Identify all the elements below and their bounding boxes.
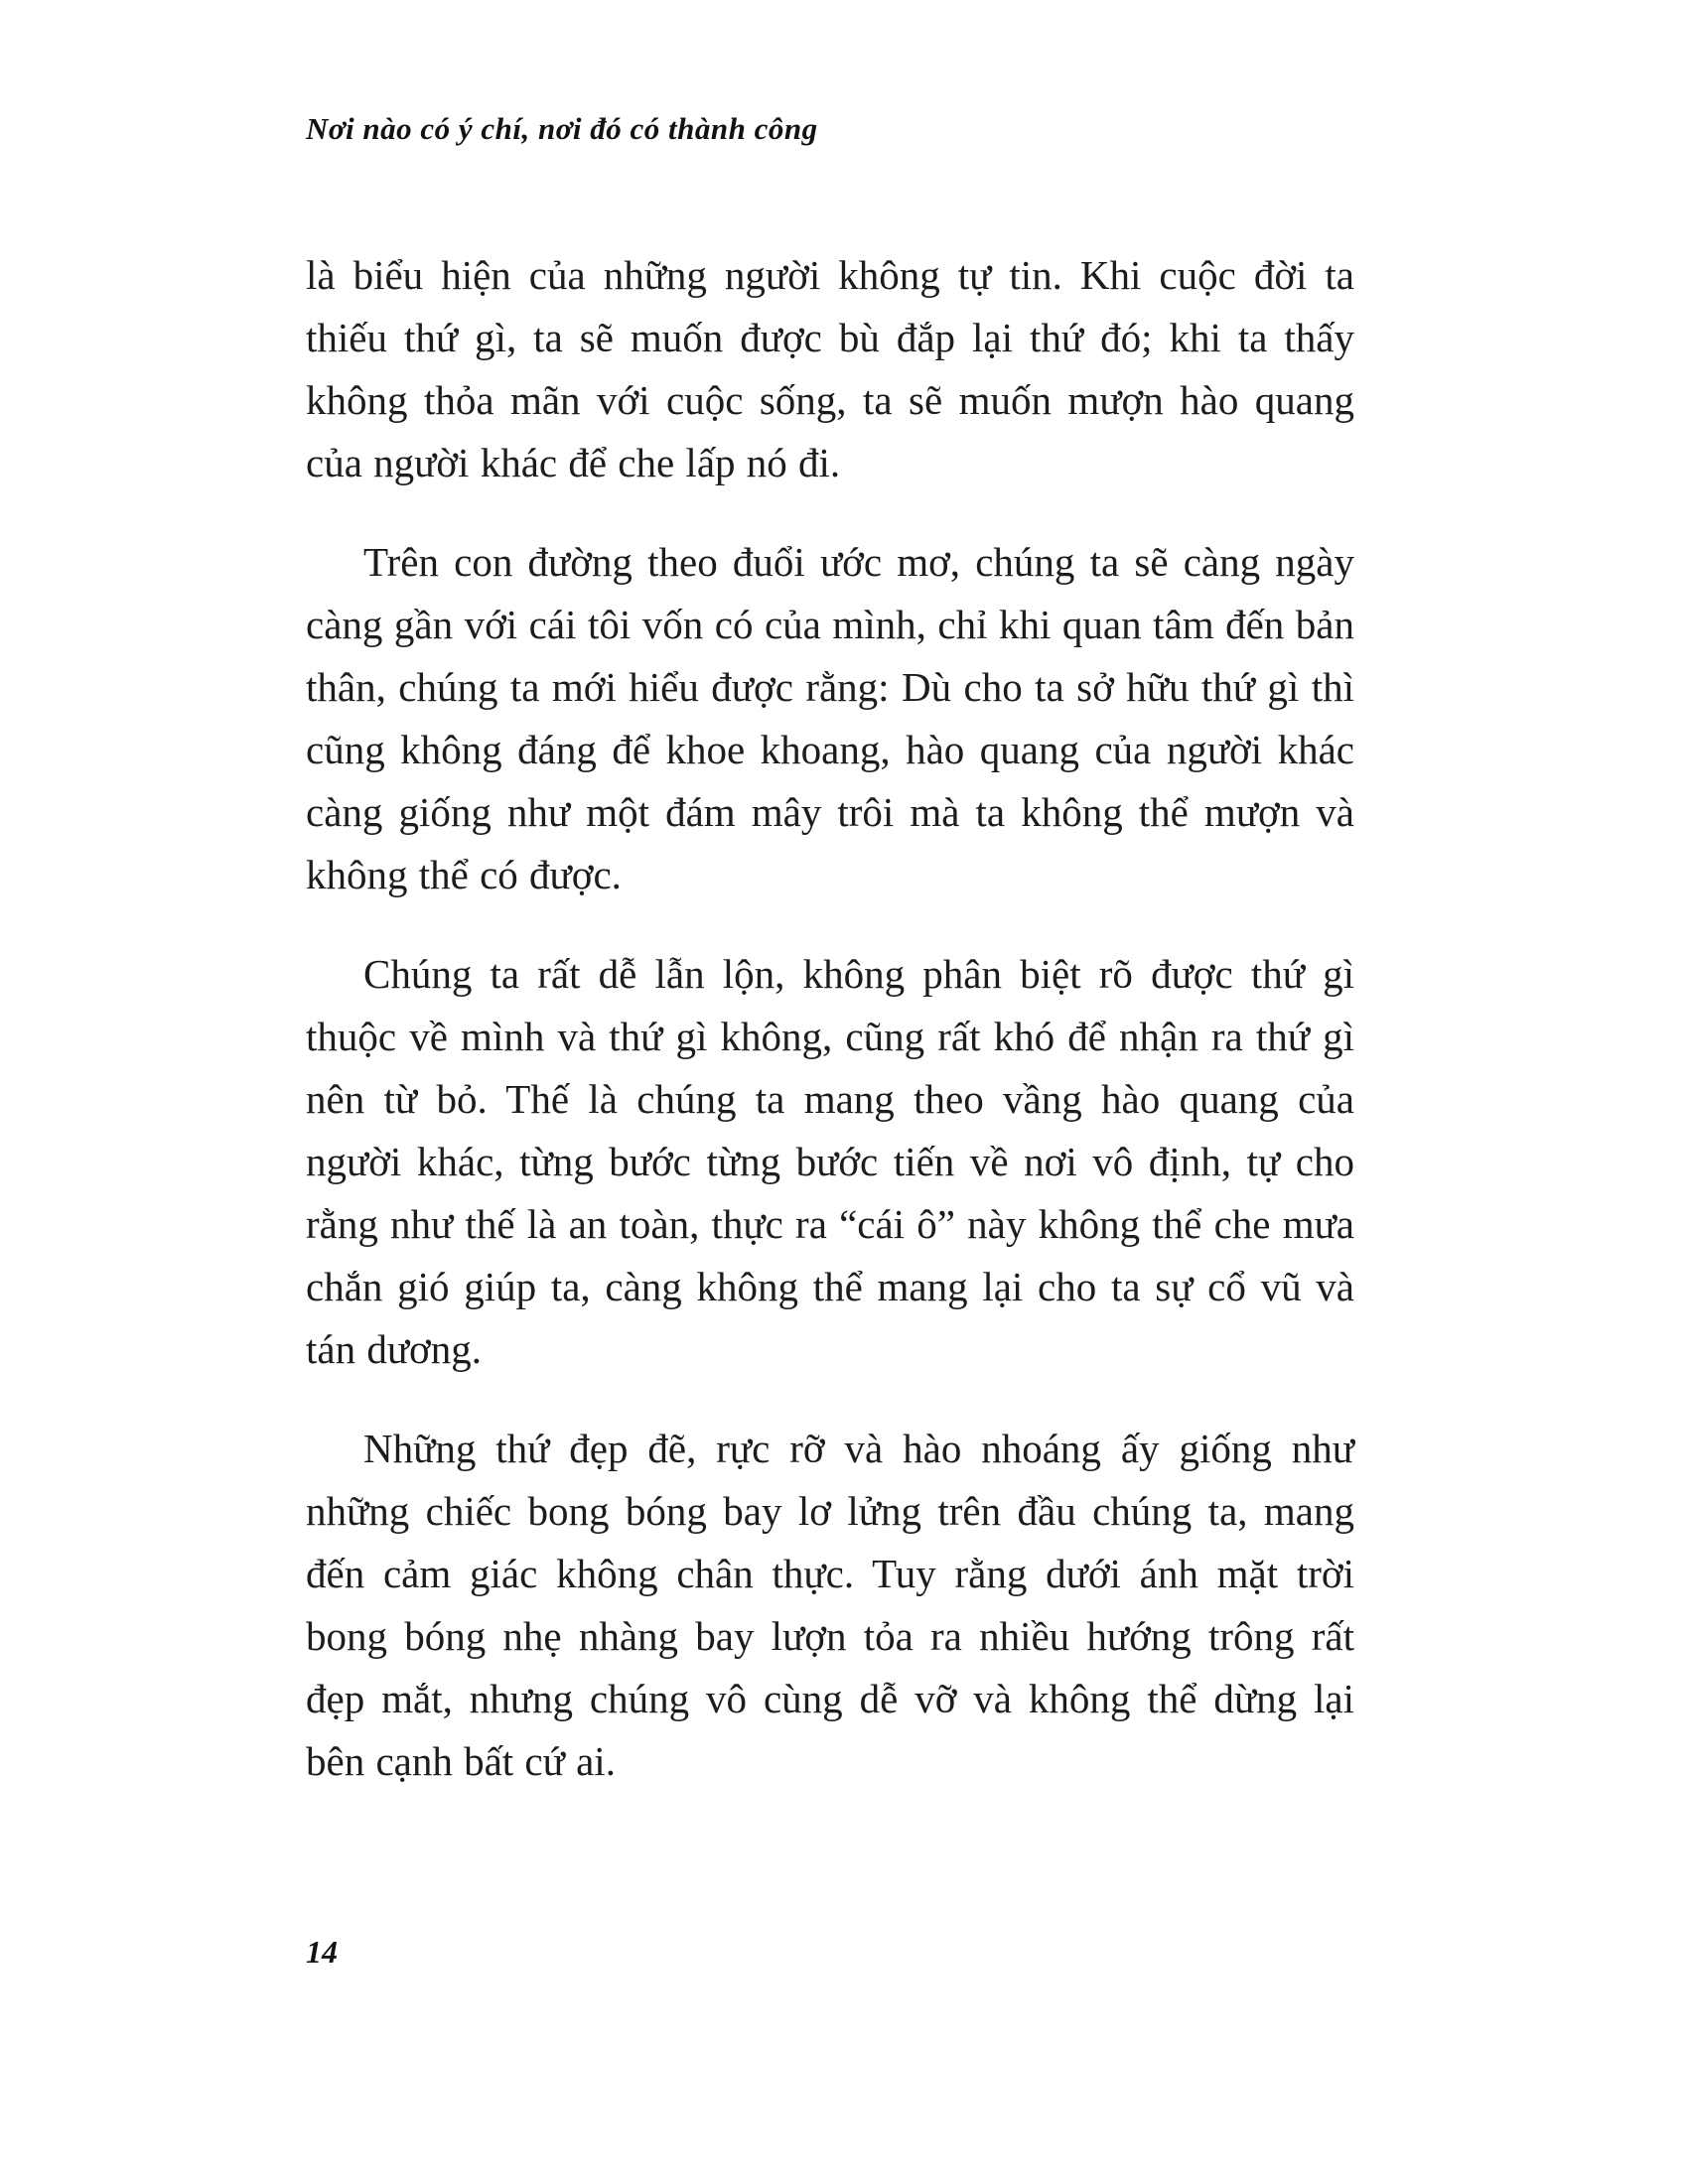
paragraph: là biểu hiện của những người không tự tin. Khi cuộc đời ta thiếu thứ gì, ta sẽ muốn được bù đắp lại thứ đó; khi ta thấy không thỏa mãn với cuộc sống, ta sẽ muốn mượn hào quang của người khác để che lấp nó đi. [306, 252, 1354, 485]
page-number: 14 [306, 1934, 338, 1970]
paragraph: Trên con đường theo đuổi ước mơ, chúng ta sẽ càng ngày càng gần với cái tôi vốn có của mình, chỉ khi quan tâm đến bản thân, chúng ta mới hiểu được rằng: Dù cho ta sở hữu thứ gì thì cũng không đáng để khoe khoang, hào quang của người khác càng giống như một đám mây trôi mà ta không thể mượn và không thể có được. [306, 539, 1354, 897]
running-header: Nơi nào có ý chí, nơi đó có thành công [306, 111, 818, 146]
paragraph: Chúng ta rất dễ lẫn lộn, không phân biệt rõ được thứ gì thuộc về mình và thứ gì không, cũng rất khó để nhận ra thứ gì nên từ bỏ. Thế là chúng ta mang theo vầng hào quang của người khác, từng bước từng bước tiến về nơi vô định, tự cho rằng như thế là an toàn, thực ra “cái ô” này không thể che mưa chắn gió giúp ta, càng không thể mang lại cho ta sự cổ vũ và tán dương. [306, 951, 1354, 1372]
page-body [306, 244, 1354, 1830]
paragraph: Những thứ đẹp đẽ, rực rỡ và hào nhoáng ấy giống như những chiếc bong bóng bay lơ lửng trên đầu chúng ta, mang đến cảm giác không chân thực. Tuy rằng dưới ánh mặt trời bong bóng nhẹ nhàng bay lượn tỏa ra nhiều hướng trông rất đẹp mắt, nhưng chúng vô cùng dễ vỡ và không thể dừng lại bên cạnh bất cứ ai. [306, 1426, 1354, 1784]
